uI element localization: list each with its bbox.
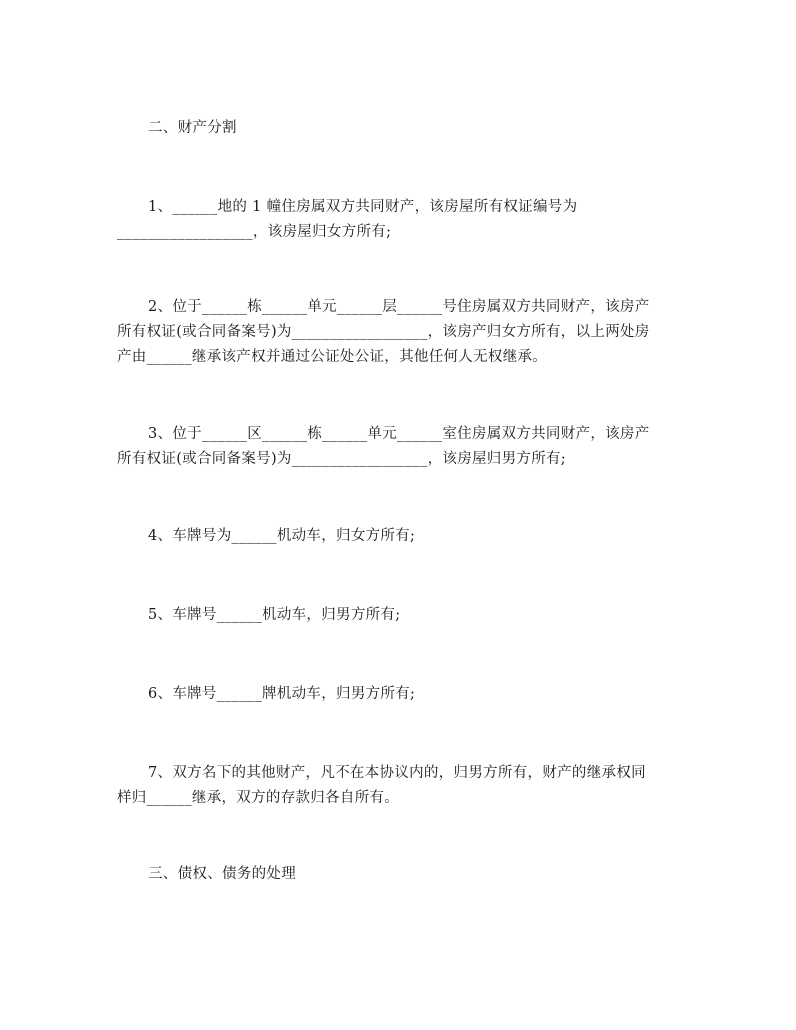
item-6-line-1: 6、车牌号______牌机动车，归男方所有; [148, 686, 416, 702]
item-4-line-1: 4、车牌号为______机动车，归女方所有; [148, 528, 416, 544]
item-7-line-1: 7、双方名下的其他财产，凡不在本协议内的，归男方所有，财产的继承权同 [148, 765, 646, 781]
item-2-line-2: 所有权证(或合同备案号)为__________________，该房产归女方所有，以上两处房 [117, 324, 650, 340]
item-1-line-2: __________________，该房屋归女方所有; [117, 224, 392, 240]
item-7-line-2: 样归______继承，双方的存款归各自所有。 [117, 790, 400, 806]
item-2-line-3: 产由______继承该产权并通过公证处公证，其他任何人无权继承。 [117, 349, 548, 365]
item-1-line-1: 1、______地的 1 幢住房属双方共同财产，该房屋所有权证编号为 [148, 199, 578, 215]
item-2-line-1: 2、位于______栋______单元______层______号住房属双方共同财产，该房产 [148, 299, 650, 315]
item-3-line-1: 3、位于______区______栋______单元______室住房属双方共同财产，该房产 [148, 426, 650, 442]
item-3-line-2: 所有权证(或合同备案号)为__________________，该房屋归男方所有; [117, 451, 566, 467]
section-heading-debts: 三、债权、债务的处理 [148, 866, 296, 882]
section-heading-property-division: 二、财产分割 [148, 120, 237, 136]
item-5-line-1: 5、车牌号______机动车，归男方所有; [148, 607, 401, 623]
